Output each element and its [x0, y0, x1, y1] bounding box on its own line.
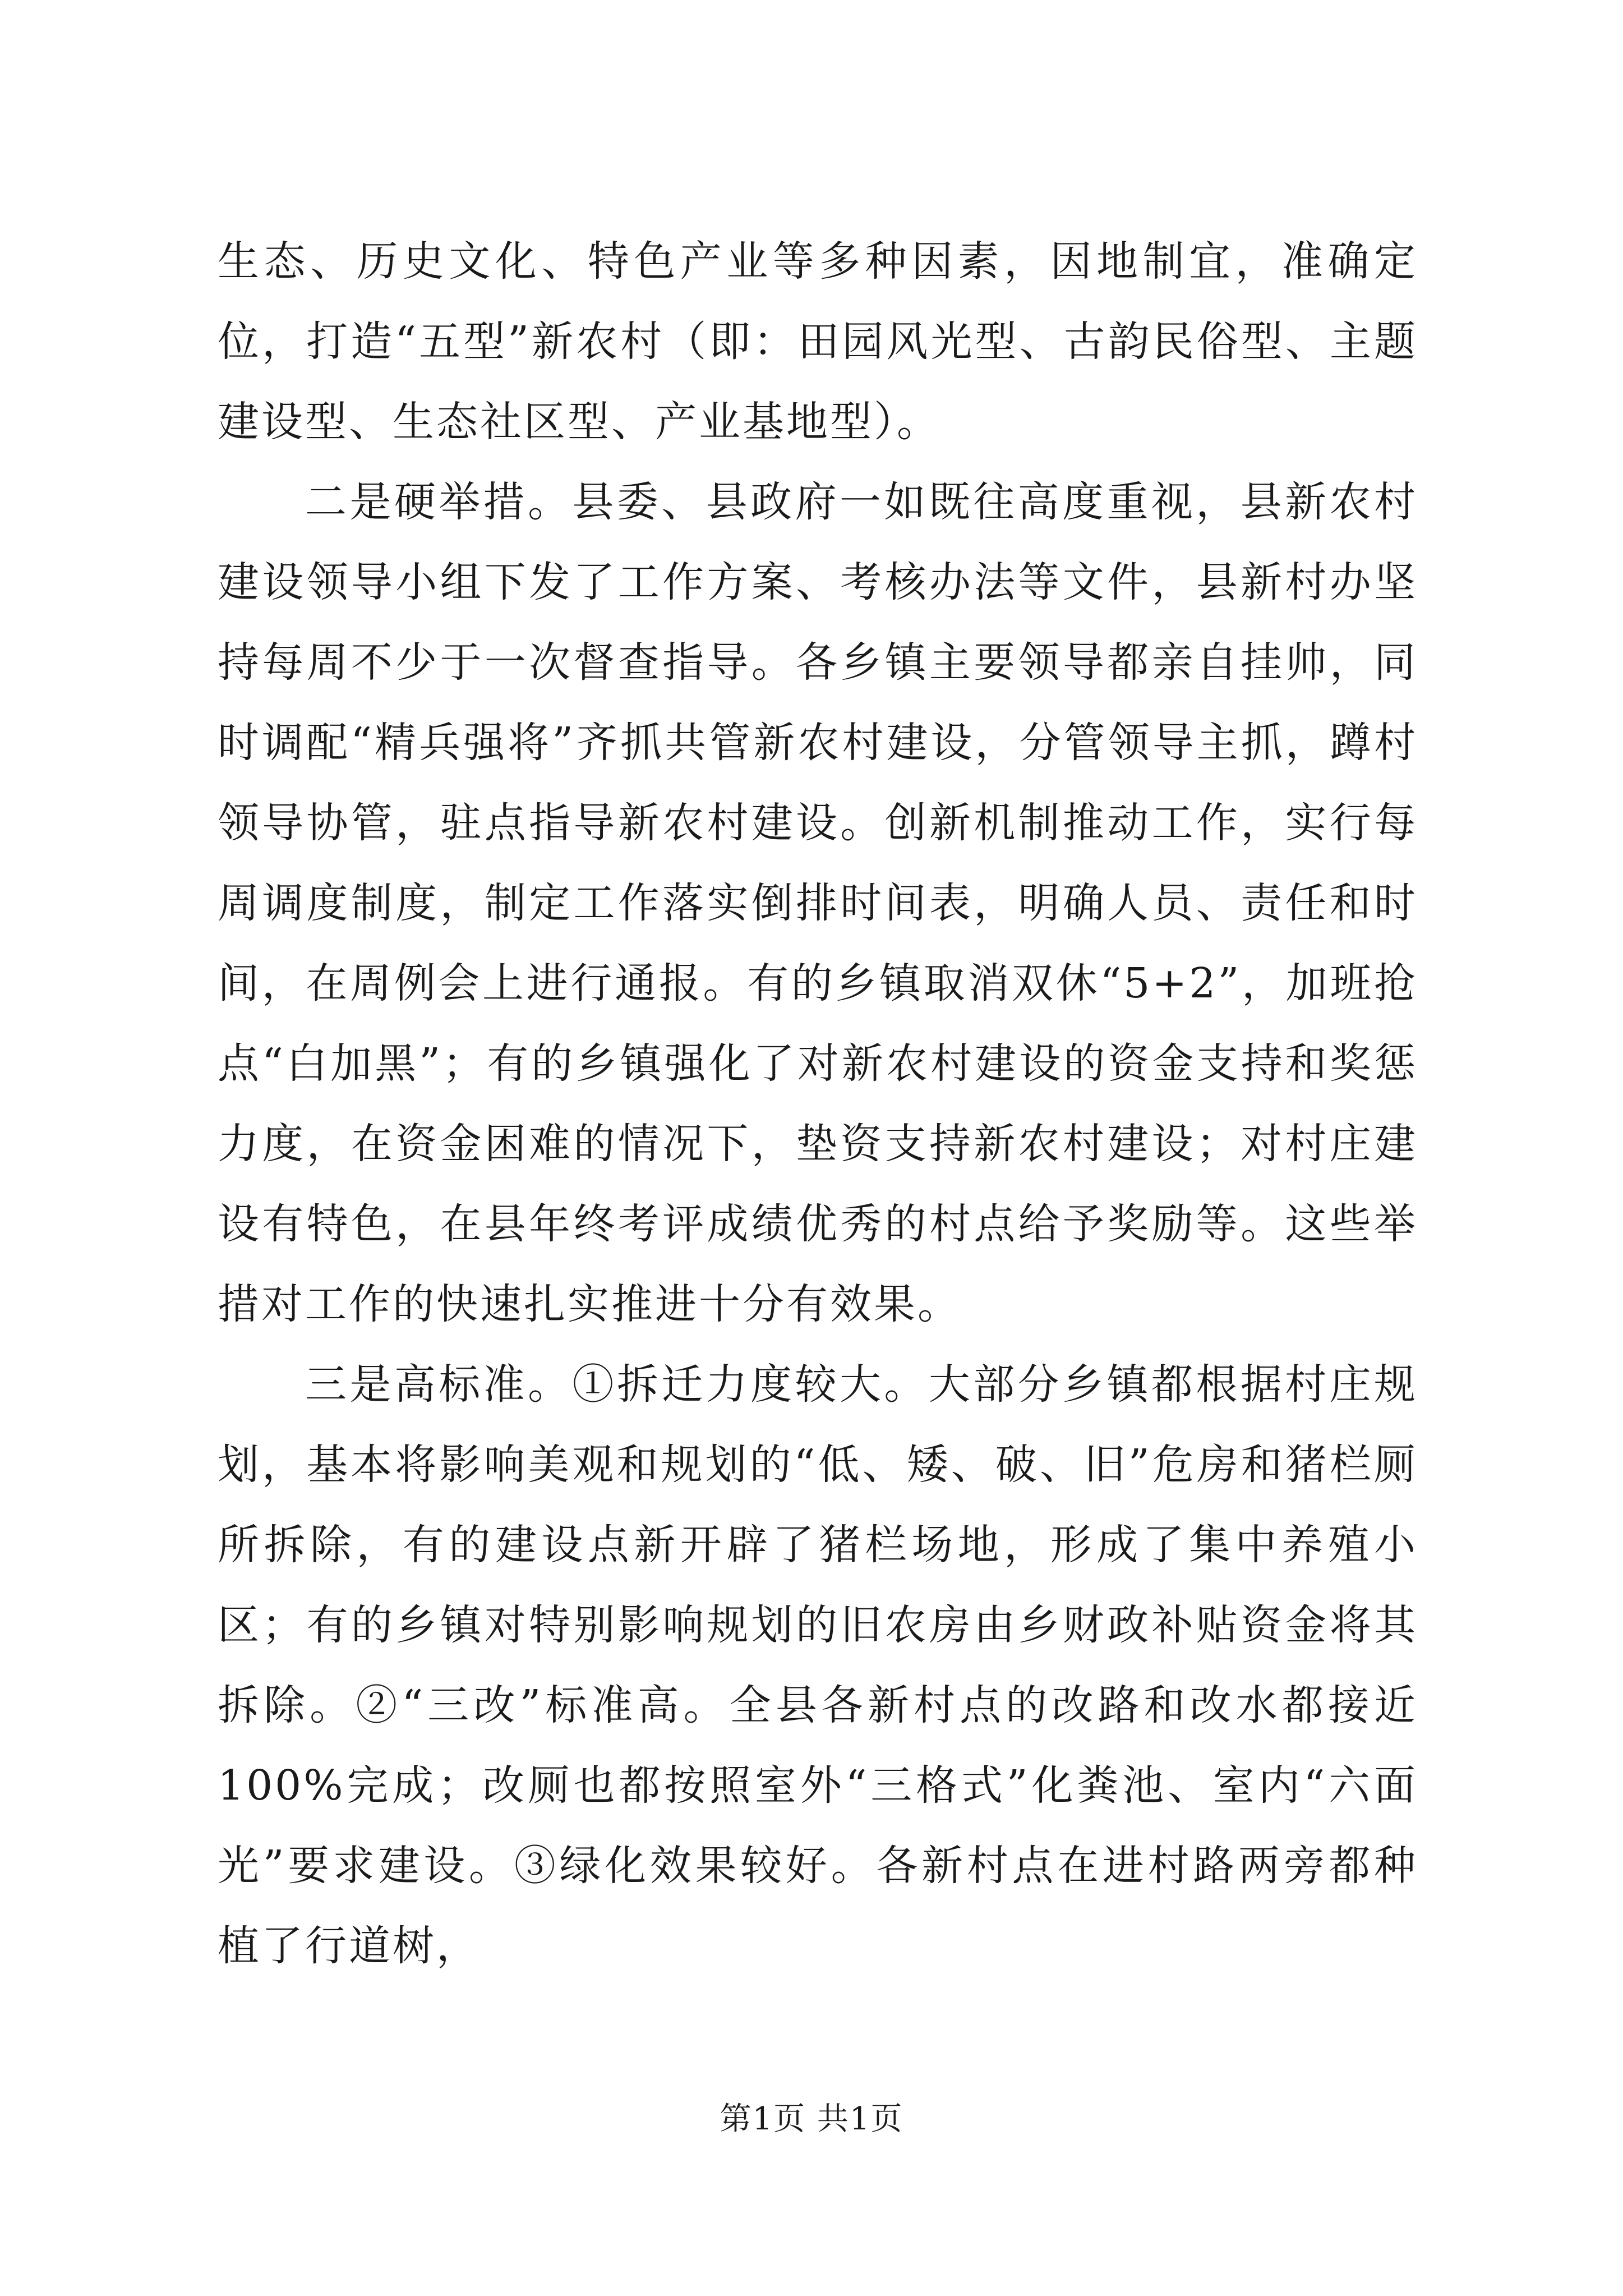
paragraph-point-three: 三是高标准。①拆迁力度较大。大部分乡镇都根据村庄规划，基本将影响美观和规划的“低、矮、破、旧”危房和猪栏厕所拆除，有的建设点新开辟了猪栏场地，形成了集中养殖小区；有的乡镇对特别影响规划的旧农房由乡财政补贴资金将其拆除。②“三改”标准高。全县各新村点的改路和改水都接近100%完成；改厕也都按照室外“三格式”化粪池、室内“六面光”要求建设。③绿化效果较好。各新村点在进村路两旁都种植了行道树，: [218, 1360, 1418, 1970]
page-footer: 第1页 共1页: [720, 2101, 903, 2137]
paragraph-continuation: 生态、历史文化、特色产业等多种因素，因地制宜，准确定位，打造“五型”新农村（即：田园风光型、古韵民俗型、主题建设型、生态社区型、产业基地型）。: [218, 237, 1418, 446]
document-body: [218, 222, 1418, 1986]
paragraph-point-two: 二是硬举措。县委、县政府一如既往高度重视，县新农村建设领导小组下发了工作方案、考核办法等文件，县新村办坚持每周不少于一次督查指导。各乡镇主要领导都亲自挂帅，同时调配“精兵强将”齐抓共管新农村建设，分管领导主抓，蹲村领导协管，驻点指导新农村建设。创新机制推动工作，实行每周调度制度，制定工作落实倒排时间表，明确人员、责任和时间，在周例会上进行通报。有的乡镇取消双休“5+2”，加班抢点“白加黑”；有的乡镇强化了对新农村建设的资金支持和奖惩力度，在资金困难的情况下，垫资支持新农村建设；对村庄建设有特色，在县年终考评成绩优秀的村点给予奖励等。这些举措对工作的快速扎实推进十分有效果。: [218, 478, 1418, 1328]
